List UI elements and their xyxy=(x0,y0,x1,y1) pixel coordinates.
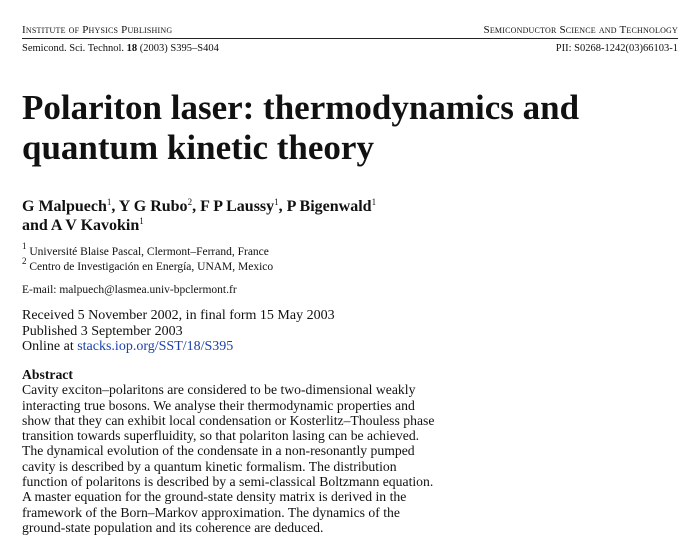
affiliation: $^2$ Centro de Investigación en Energía, UNAM, Mexico xyxy=(22,256,274,273)
affiliation: $^1$ Université Blaise Pascal, Clermont–Ferrand, France xyxy=(22,241,269,258)
abstract-line: function of polaritons is described by a semi-classical Boltzmann equation. xyxy=(22,474,434,490)
abstract-line: The dynamical evolution of the condensate in a non-resonantly pumped xyxy=(22,443,415,459)
author-name: P Bigenwald xyxy=(286,198,372,215)
abstract-heading: Abstract xyxy=(22,367,73,382)
abstract-line: A master equation for the ground-state density matrix is derived in the xyxy=(22,489,407,505)
header-rule xyxy=(22,38,678,39)
abstract-line: show that they can exhibit local condensation or Kosterlitz–Thouless phase xyxy=(22,412,435,428)
pii: PII: S0268-1242(03)66103-1 xyxy=(555,43,678,54)
author-name: F P Laussy xyxy=(200,198,275,215)
contact-email: E-mail: malpuech@lasmea.univ-bpclermont.fr xyxy=(22,284,237,296)
citation-pages: (2003) S395–S404 xyxy=(137,43,219,54)
abstract-line: ground-state population and its coherence are deduced. xyxy=(22,519,324,535)
author-affiliation-mark: 1 xyxy=(139,216,144,226)
author-affiliation-mark: 1 xyxy=(274,197,279,207)
publisher-name: Institute of Physics Publishing xyxy=(22,24,173,36)
journal-name: Semiconductor Science and Technology xyxy=(483,24,678,36)
online-line: Online at stacks.iop.org/SST/18/S395 xyxy=(22,339,234,354)
online-link[interactable]: stacks.iop.org/SST/18/S395 xyxy=(77,339,234,354)
citation-line xyxy=(22,42,678,55)
abstract-line: cavity is described by a quantum kinetic formalism. The distribution xyxy=(22,458,397,474)
title-line: quantum kinetic theory xyxy=(22,128,374,167)
affiliation-number: 2 xyxy=(22,256,27,266)
affiliation-number: 1 xyxy=(22,241,27,251)
citation-journal: Semicond. Sci. Technol. xyxy=(22,43,127,54)
citation xyxy=(22,42,219,55)
author-affiliation-mark: 1 xyxy=(106,197,112,207)
abstract xyxy=(22,367,458,535)
author-name: and A V Kavokin xyxy=(22,217,140,234)
author-name: G Malpuech xyxy=(22,198,107,215)
author-affiliation-mark: 2 xyxy=(187,197,193,207)
paper-title xyxy=(22,88,682,168)
author-affiliation-mark: 1 xyxy=(371,197,377,207)
received-date: Received 5 November 2002, in final form 15 May 2003 xyxy=(22,308,335,323)
abstract-line: Cavity exciton–polaritons are considered to be two-dimensional weakly xyxy=(22,382,416,398)
author-list: G Malpuech$^1$, Y G Rubo$^2$, F P Laussy$^1$, P Bigenwald$^1$ and A V Kavokin$^1$ xyxy=(22,197,377,234)
citation-volume: 18 xyxy=(126,43,138,54)
published-date: Published 3 September 2003 xyxy=(22,323,183,339)
abstract-line: transition towards superfluidity, so that polariton lasing can be achieved. xyxy=(22,428,420,444)
publication-dates xyxy=(22,308,335,355)
title-line: Polariton laser: thermodynamics and xyxy=(22,88,580,127)
abstract-line: framework of the Born–Markov approximation. The dynamics of the xyxy=(22,504,400,520)
running-header xyxy=(22,24,678,37)
author-name: Y G Rubo xyxy=(118,198,188,215)
abstract-line: interacting true bosons. We analyse their thermodynamic properties and xyxy=(22,397,415,413)
affiliations xyxy=(22,241,274,275)
